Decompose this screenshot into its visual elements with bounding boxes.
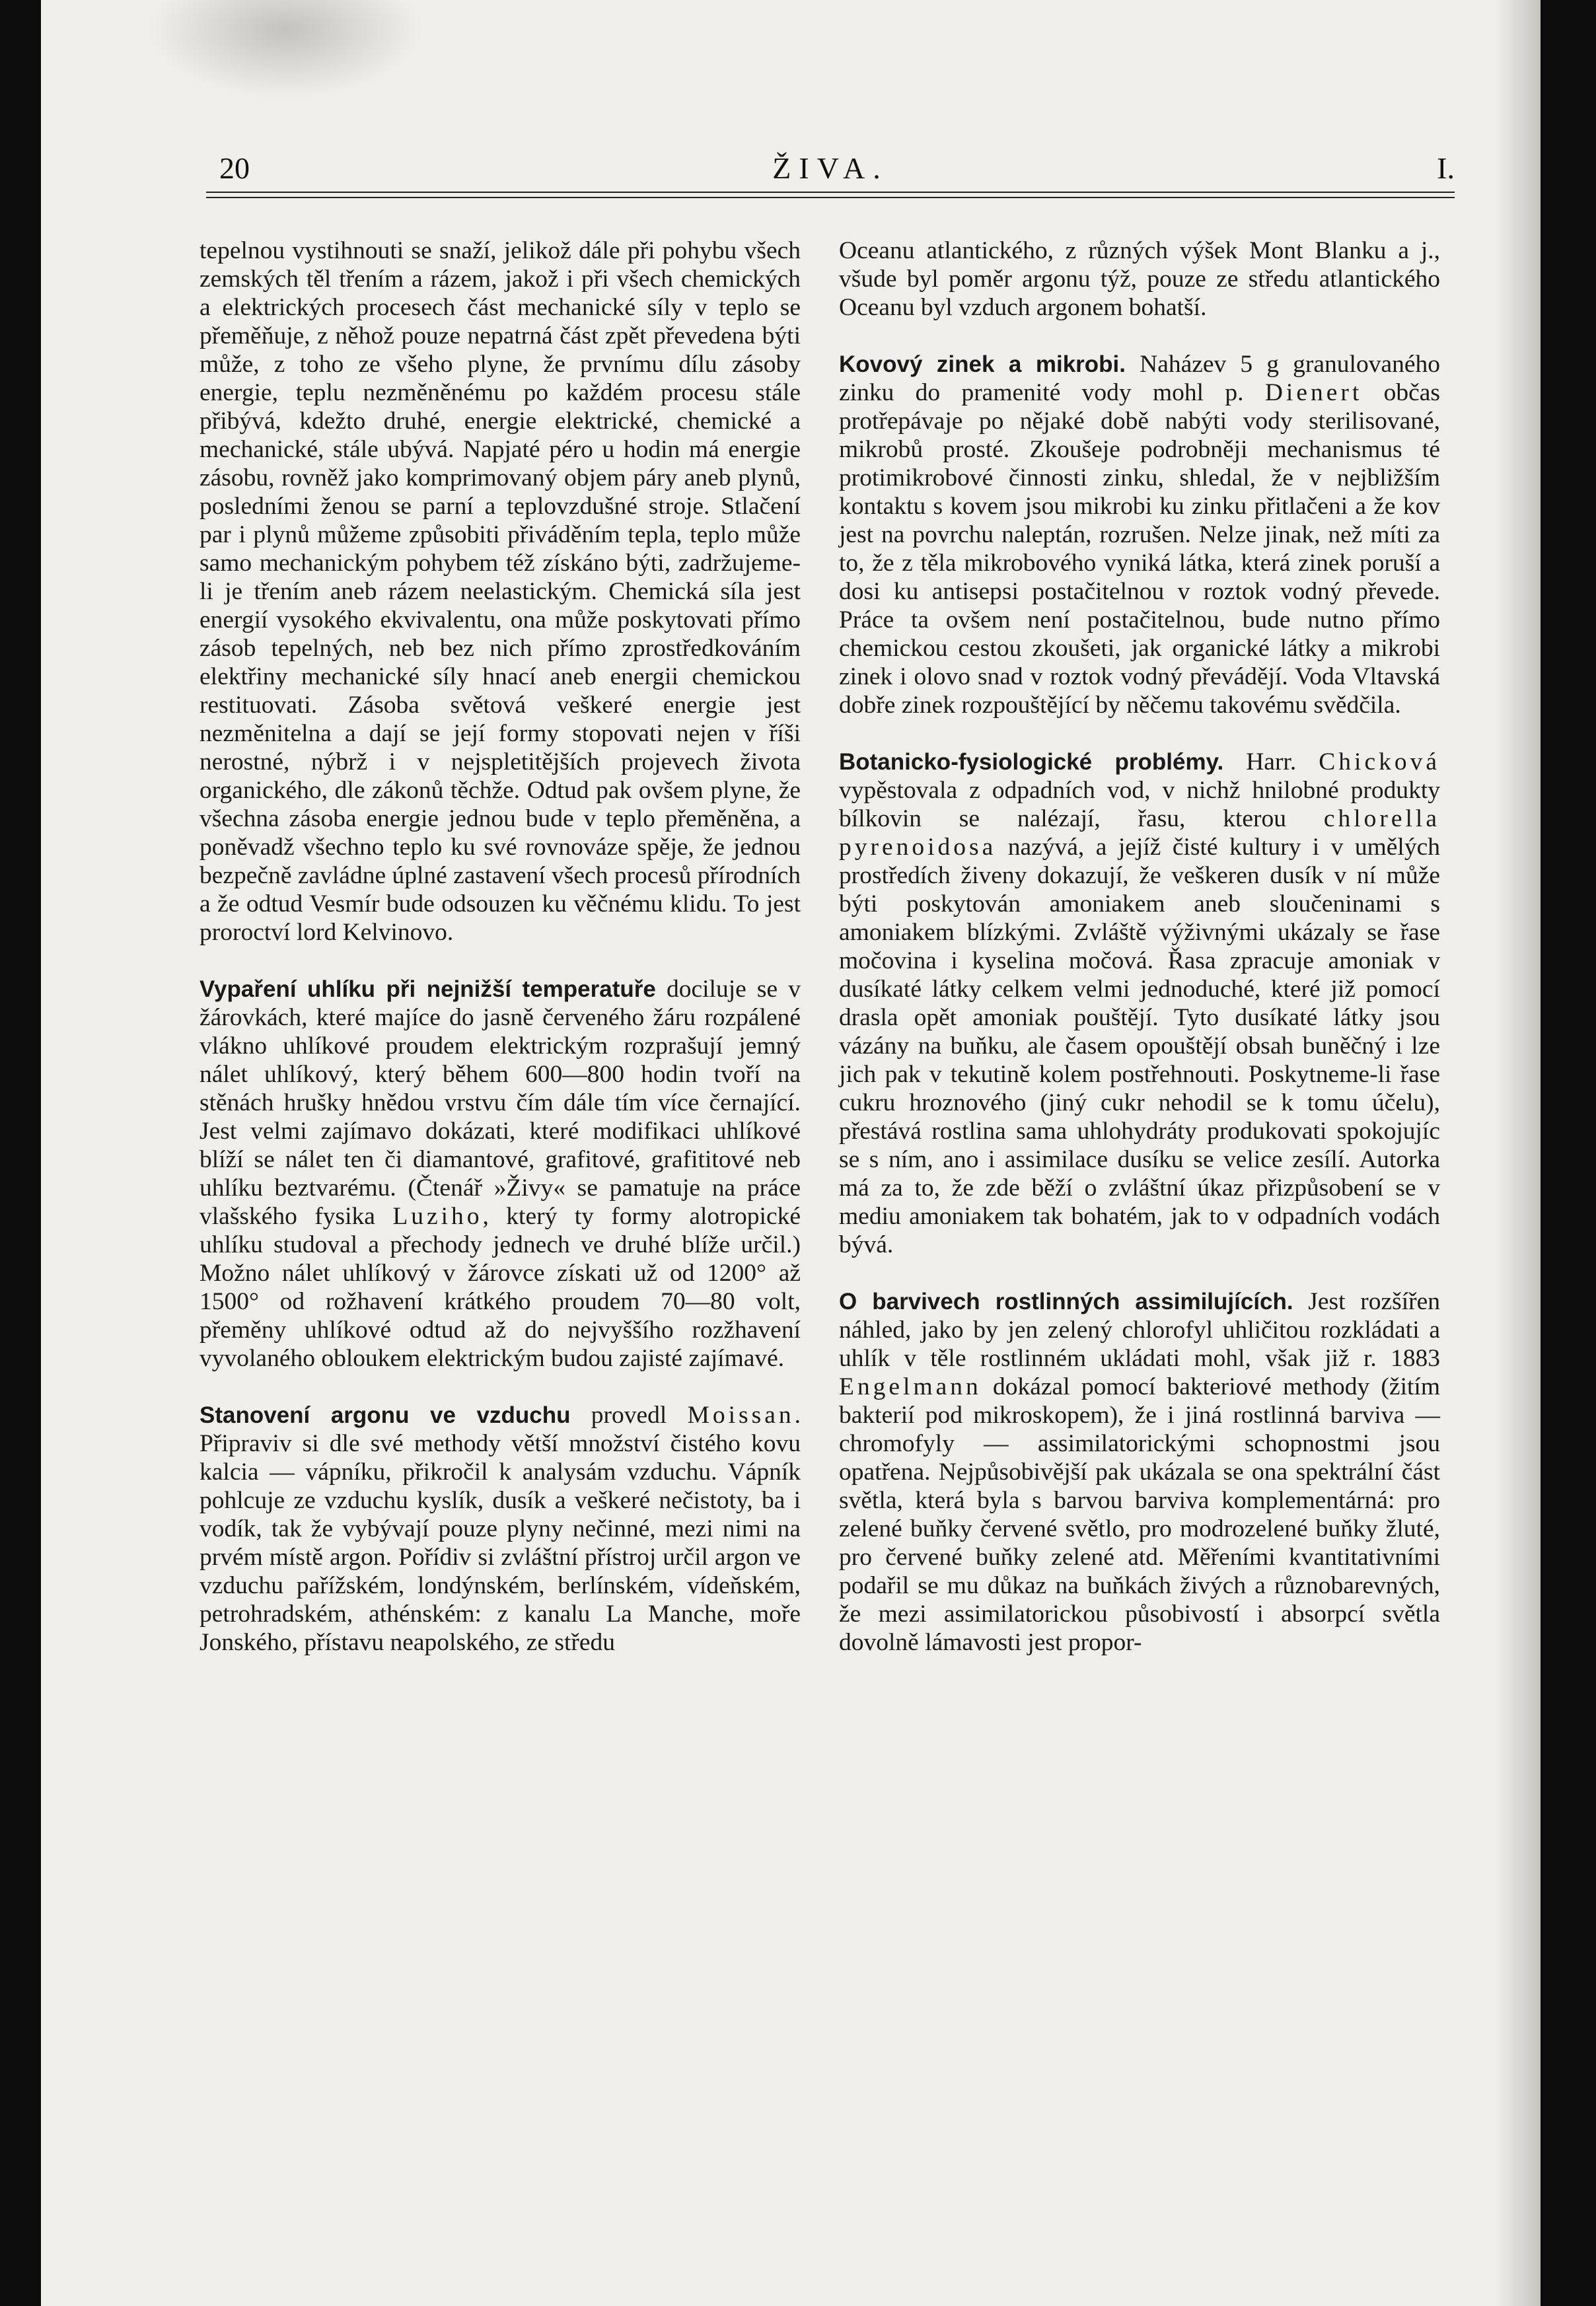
- paragraph-botanical-problems: Botanicko-fysiologické problémy. Harr. Chicková vypěstovala z odpadních vod, v nichž hnilobné produkty bílkovin se nalézají, řasu, kterou chlorella pyrenoidosa nazývá, a jejíž čisté kultury i v umělých prostředích živeny dokazují, že veškeren dusík v ní může býti poskytován amoniakem aneb sloučeninami s amoniakem blízkými. Zvláště výživnými ukázaly se řase močovina i kyselina močová. Řasa zpracuje amoniak v dusíkaté látky celkem velmi jednoduché, které již pomocí drasla opět amoniak pouštějí. Tyto dusíkaté látky jsou vázány na buňku, ale časem opouštějí obsah buněčný i lze jich pak v tekutině kolem postřehnouti. Poskytneme-li řase cukru hroznového (jiný cukr nehodil se k tomu účelu), přestává rostlina sama uhlohydráty produkovati spokojujíc se s ním, ano i assimilace dusíku se velice zesílí. Autorka má za to, že zde běží o zvláštní úkaz přizpůsobení se v mediu amoniakem tak bohatém, jak to v odpadních vodách bývá.: [839, 748, 1440, 1258]
- volume-number: I.: [1437, 151, 1455, 185]
- left-column: [200, 236, 801, 1657]
- scanned-page: [41, 0, 1541, 2306]
- section-heading-zinc: Kovový zinek a mikrobi.: [839, 351, 1126, 377]
- journal-title: ŽIVA.: [772, 151, 889, 185]
- scan-smudge: [147, 0, 424, 99]
- species-name: chlorella pyrenoidosa: [839, 805, 1440, 861]
- section-heading-pigments: O barvivech rostlinných assimilujících.: [839, 1289, 1293, 1315]
- person-name: Moissan: [687, 1402, 795, 1429]
- paragraph-argon-continued: Oceanu atlantického, z různých výšek Mont Blanku a j., všude byl poměr argonu týž, pouze ze středu atlantického Oceanu byl vzduch argonem bohatší.: [839, 237, 1440, 321]
- section-heading-carbon: Vypaření uhlíku při nejnižší temperatuře: [200, 976, 656, 1002]
- running-header: [206, 151, 1455, 190]
- person-name: Dienert: [1264, 379, 1363, 406]
- person-name: Engelmann: [839, 1373, 982, 1400]
- paragraph-carbon-vaporization: Vypaření uhlíku při nejnižší temperatuře dociluje se v žárovkách, které majíce do jasně červeného žáru rozpálené vlákno uhlíkové proudem elektrickým rozprašují jemný nálet uhlíkový, který během 600—800 hodin tvoří na stěnách hrušky hnědou vrstvu čím dále tím více černající. Jest velmi zajímavo dokázati, které modifikaci uhlíkové blíží se nálet ten či diamantové, grafitové, grafititové neb uhlíku beztvarému. (Čtenář »Živy« se pamatuje na práce vlašského fysika Luziho, který ty formy alotropické uhlíku studoval a přechody jednech ve druhé blíže určil.) Možno nálet uhlíkový v žárovce získati už od 1200° až 1500° od rožhavení krátkého proudem 70—80 volt, přeměny uhlíkové odtud až do nejvyššího rozžhavení vyvolaného obloukem elektrickým budou zajisté zajímavé.: [200, 976, 801, 1372]
- page-number: 20: [219, 151, 250, 185]
- paragraph-argon: Stanovení argonu ve vzduchu provedl Moissan. Připraviv si dle své methody větší množství čistého kovu kalcia — vápníku, přikročil k analysám vzduchu. Vápník pohlcuje ze vzduchu kyslík, dusík a veškeré nečistoty, ba i vodík, tak že vybývají pouze plyny nečinné, mezi nimi na prvém místě argon. Pořídiv si zvláštní přístroj určil argon ve vzduchu pařížském, londýnském, berlínském, vídeňském, petrohradském, athénském: z kanalu La Manche, moře Jonského, přístavu neapolského, ze středu: [200, 1402, 801, 1656]
- page-edge-shadow: [1494, 0, 1541, 2306]
- paragraph-zinc-microbes: Kovový zinek a mikrobi. Naházev 5 g granulovaného zinku do pramenité vody mohl p. Dienert občas protřepávaje po nějaké době nabýti vody sterilisované, mikrobů prosté. Zkoušeje podrobněji mechanismus té protimikrobové činnosti zinku, shledal, že v nejbližším kontaktu s kovem jsou mikrobi ku zinku přitlačeni a že kov jest na povrchu naleptán, rozrušen. Nelze jinak, než míti za to, že z těla mikrobového vyniká látka, která zinek poruší a dosi ku antisepsi postačitelnou v roztok vodný převede. Práce ta ovšem není postačitelnou, bude nutno přímo chemickou cestou zkoušeti, jak organické látky a mikrobi zinek i olovo snad v roztok vodný převádějí. Voda Vltavská dobře zinek rozpouštějící by něčemu takovému svědčila.: [839, 351, 1440, 719]
- person-name: Luziho: [392, 1203, 483, 1230]
- paragraph-plant-pigments: O barvivech rostlinných assimilujících. Jest rozšířen náhled, jako by jen zelený chlorofyl uhličitou rozkládati a uhlík v těle rostlinném ukládati mohl, však již r. 1883 Engelmann dokázal pomocí bakteriové methody (žitím bakterií pod mikroskopem), že i jiná rostlinná barviva — chromofyly — assimilatorickými schopnostmi jsou opatřena. Nejpůsobivější pak ukázala se ona spektrální část světla, která byla s barvou barviva komplementárná: pro zelené buňky červené světlo, pro modrozelené buňky žluté, pro červené buňky zelené atd. Měřeními kvantitativními podařil se mu důkaz na buňkách živých a různobarevných, že mezi assimilatorickou působivostí i absorpcí světla dovolně lámavosti jest propor-: [839, 1288, 1440, 1656]
- paragraph-energy: tepelnou vystihnouti se snaží, jelikož dále při pohybu všech zemských těl třením a rázem, jakož i při všech chemických a elektrických procesech část mechanické síly v teplo se přeměňuje, z něhož pouze nepatrná část zpět převedena býti může, z toho ze všeho plyne, že prvnímu dílu zásoby energie, teplu nezměněnému po každém procesu stále přibývá, kdežto druhé, energie elektrické, chemické a mechanické, stále ubývá. Napjaté péro u hodin má energie zásobu, rovněž jako komprimovaný objem páry aneb plynů, posledními ženou se parní a teplovzdušné stroje. Stlačení par i plynů můžeme způsobiti přiváděním tepla, teplo může samo mechanickým pohybem též získáno býti, zadržujeme-li je třením aneb rázem neelastickým. Chemická síla jest energií vysokého ekvivalentu, ona může poskytovati přímo zásob tepelných, neb bez nich přímo zprostředkováním elektřiny mechanické síly hnací aneb energii chemickou restituovati. Zásoba světová veškeré energie jest nezměnitelna a dají se její formy stopovati nejen v říši nerostné, nýbrž i v nejspletitějších projevech života organického, dle zákonů těchže. Odtud pak ovšem plyne, že všechna zásoba energie jednou bude v teplo přeměněna, a poněvadž všechno teplo ku své rovnováze spěje, že jednou bezpečně zavládne úplné zastavení všech procesů přírodních a že odtud Vesmír bude odsouzen ku věčnému klidu. To jest proroctví lord Kelvinovo.: [200, 237, 801, 946]
- header-rule: [206, 192, 1455, 198]
- person-name: Chicková: [1319, 748, 1440, 775]
- section-heading-argon: Stanovení argonu ve vzduchu: [200, 1402, 571, 1428]
- section-heading-botany: Botanicko-fysiologické problémy.: [839, 749, 1224, 775]
- right-column: [839, 236, 1440, 1657]
